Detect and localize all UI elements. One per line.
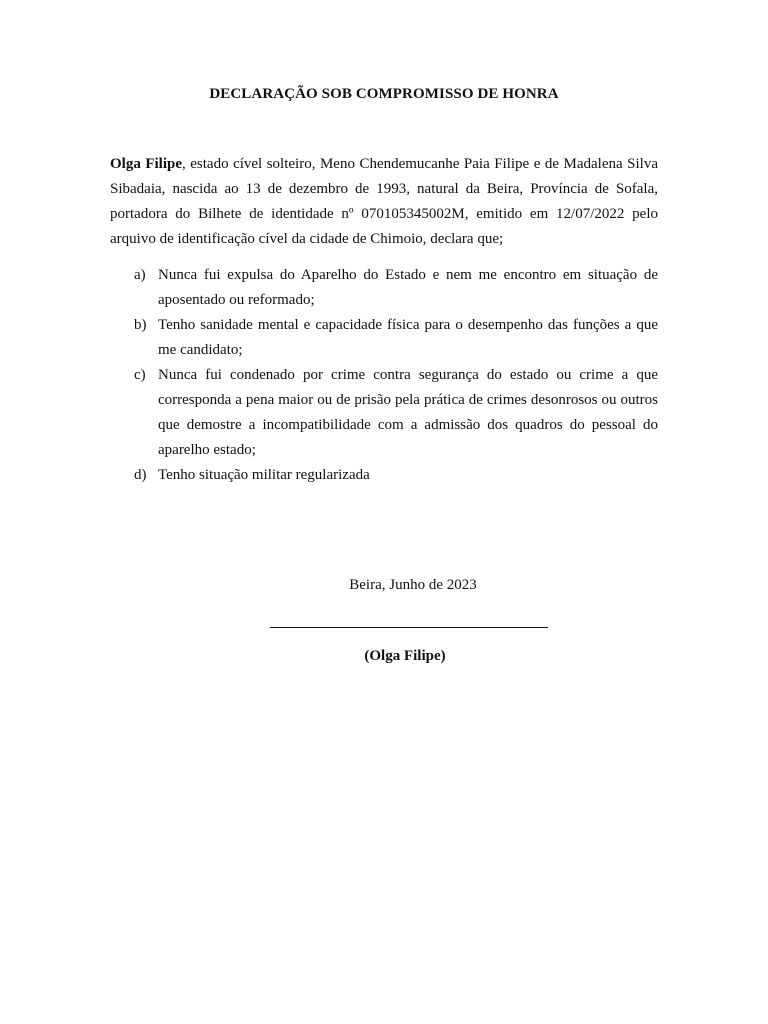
list-item	[110, 263, 658, 313]
list-item-text: Nunca fui expulsa do Aparelho do Estado e nem me encontro em situação de aposentado ou reformado;	[158, 267, 658, 308]
declaration-list	[110, 263, 658, 488]
list-marker: d)	[134, 467, 147, 483]
list-marker: a)	[134, 267, 146, 283]
declarant-name: Olga Filipe	[110, 156, 182, 172]
list-marker: b)	[134, 317, 147, 333]
intro-paragraph	[110, 152, 658, 252]
list-item	[110, 463, 658, 488]
signature-line	[270, 627, 548, 628]
list-item	[110, 363, 658, 463]
list-marker: c)	[134, 367, 146, 383]
signer-name: (Olga Filipe)	[364, 648, 446, 664]
list-item	[110, 313, 658, 363]
list-item-text: Tenho sanidade mental e capacidade física para o desempenho das funções a que me candidato;	[158, 317, 658, 358]
document-title: DECLARAÇÃO SOB COMPROMISSO DE HONRA	[209, 86, 559, 102]
place-and-date: Beira, Junho de 2023	[349, 577, 477, 593]
list-item-text: Nunca fui condenado por crime contra segurança do estado ou crime a que corresponda a pena maior ou de prisão pela prática de crimes desonrosos ou outros que demostre a incompatibilidade com a admissão dos quadros do pessoal do aparelho estado;	[158, 367, 658, 458]
intro-text: , estado cível solteiro, Meno Chendemucanhe Paia Filipe e de Madalena Silva Sibadaia, nascida ao 13 de dezembro de 1993, natural da Beira, Província de Sofala, portadora do Bilhete de identidade nº 070105345002M, emitido em 12/07/2022 pelo arquivo de identificação cível da cidade de Chimoio, declara que;	[110, 156, 658, 247]
list-item-text: Tenho situação militar regularizada	[158, 467, 370, 483]
